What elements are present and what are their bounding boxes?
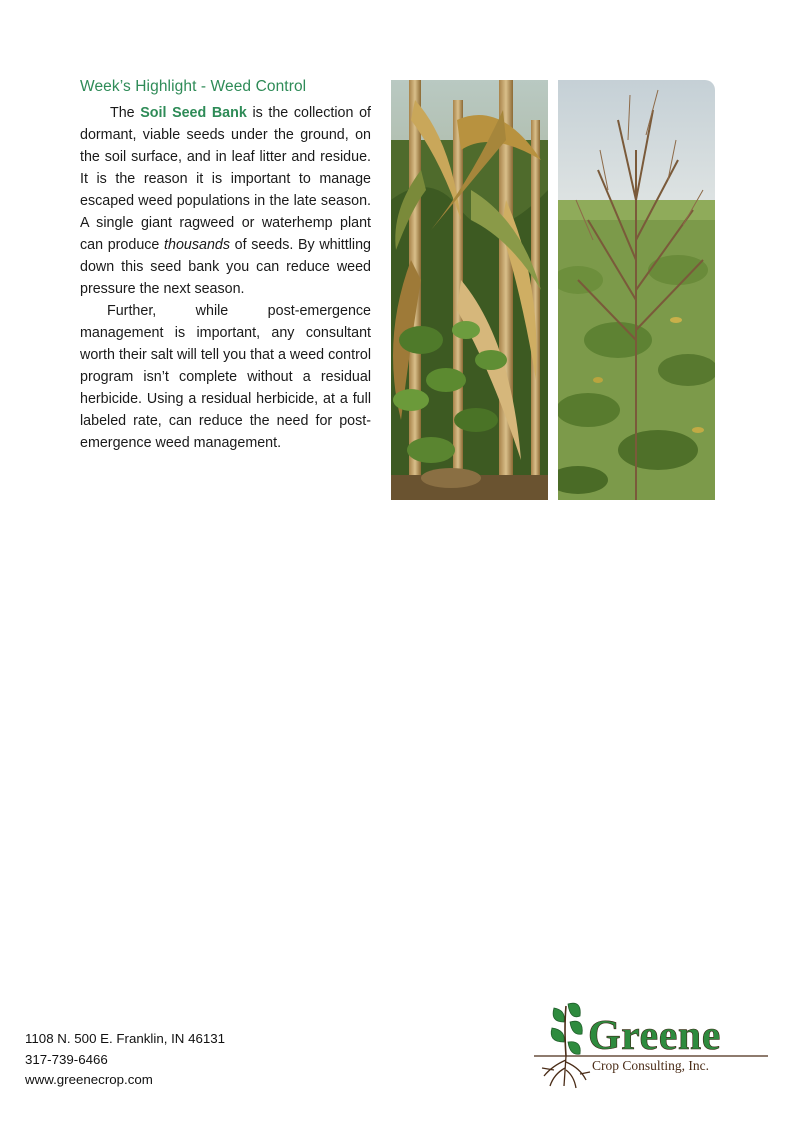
company-phone: 317-739-6466 <box>25 1051 108 1067</box>
logo-wordmark: Greene <box>588 1013 721 1059</box>
soil-seed-bank-term: Soil Seed Bank <box>140 105 247 121</box>
article-title: Week’s Highlight - Weed Control <box>80 78 307 95</box>
waterhemp-field-photo <box>558 80 715 500</box>
corn-field-photo <box>391 80 548 500</box>
article-paragraph-2: Further, while post-emergence management is important, any consultant worth their salt will tell you that a weed control program isn’t complete without a residual herbicide. Using a residual herbicide, at a full labeled rate, can reduce the need for post-emergence weed management. <box>80 303 371 451</box>
weed-control-article <box>80 78 371 454</box>
company-website: www.greenecrop.com <box>25 1072 153 1087</box>
p1-mid: is the collection of dormant, viable seeds under the ground, on the soil surface, and in leaf litter and residue. It is the reason it is important to manage escaped weed populations in the late season. A single giant ragweed or waterhemp plant can produce <box>80 105 371 253</box>
company-contact-block <box>25 1029 225 1091</box>
article-paragraph-1 <box>80 102 371 300</box>
company-address: 1108 N. 500 E. Franklin, IN 46131 <box>25 1031 226 1046</box>
greene-crop-consulting-logo <box>530 998 770 1090</box>
logo-tagline: Crop Consulting, Inc. <box>592 1058 709 1073</box>
p1-tail: of seeds. By whittling down this seed bank you can reduce weed pressure the next season. <box>80 237 371 297</box>
p1-lead: The <box>110 105 141 121</box>
p1-emphasis: thousands <box>164 237 230 253</box>
